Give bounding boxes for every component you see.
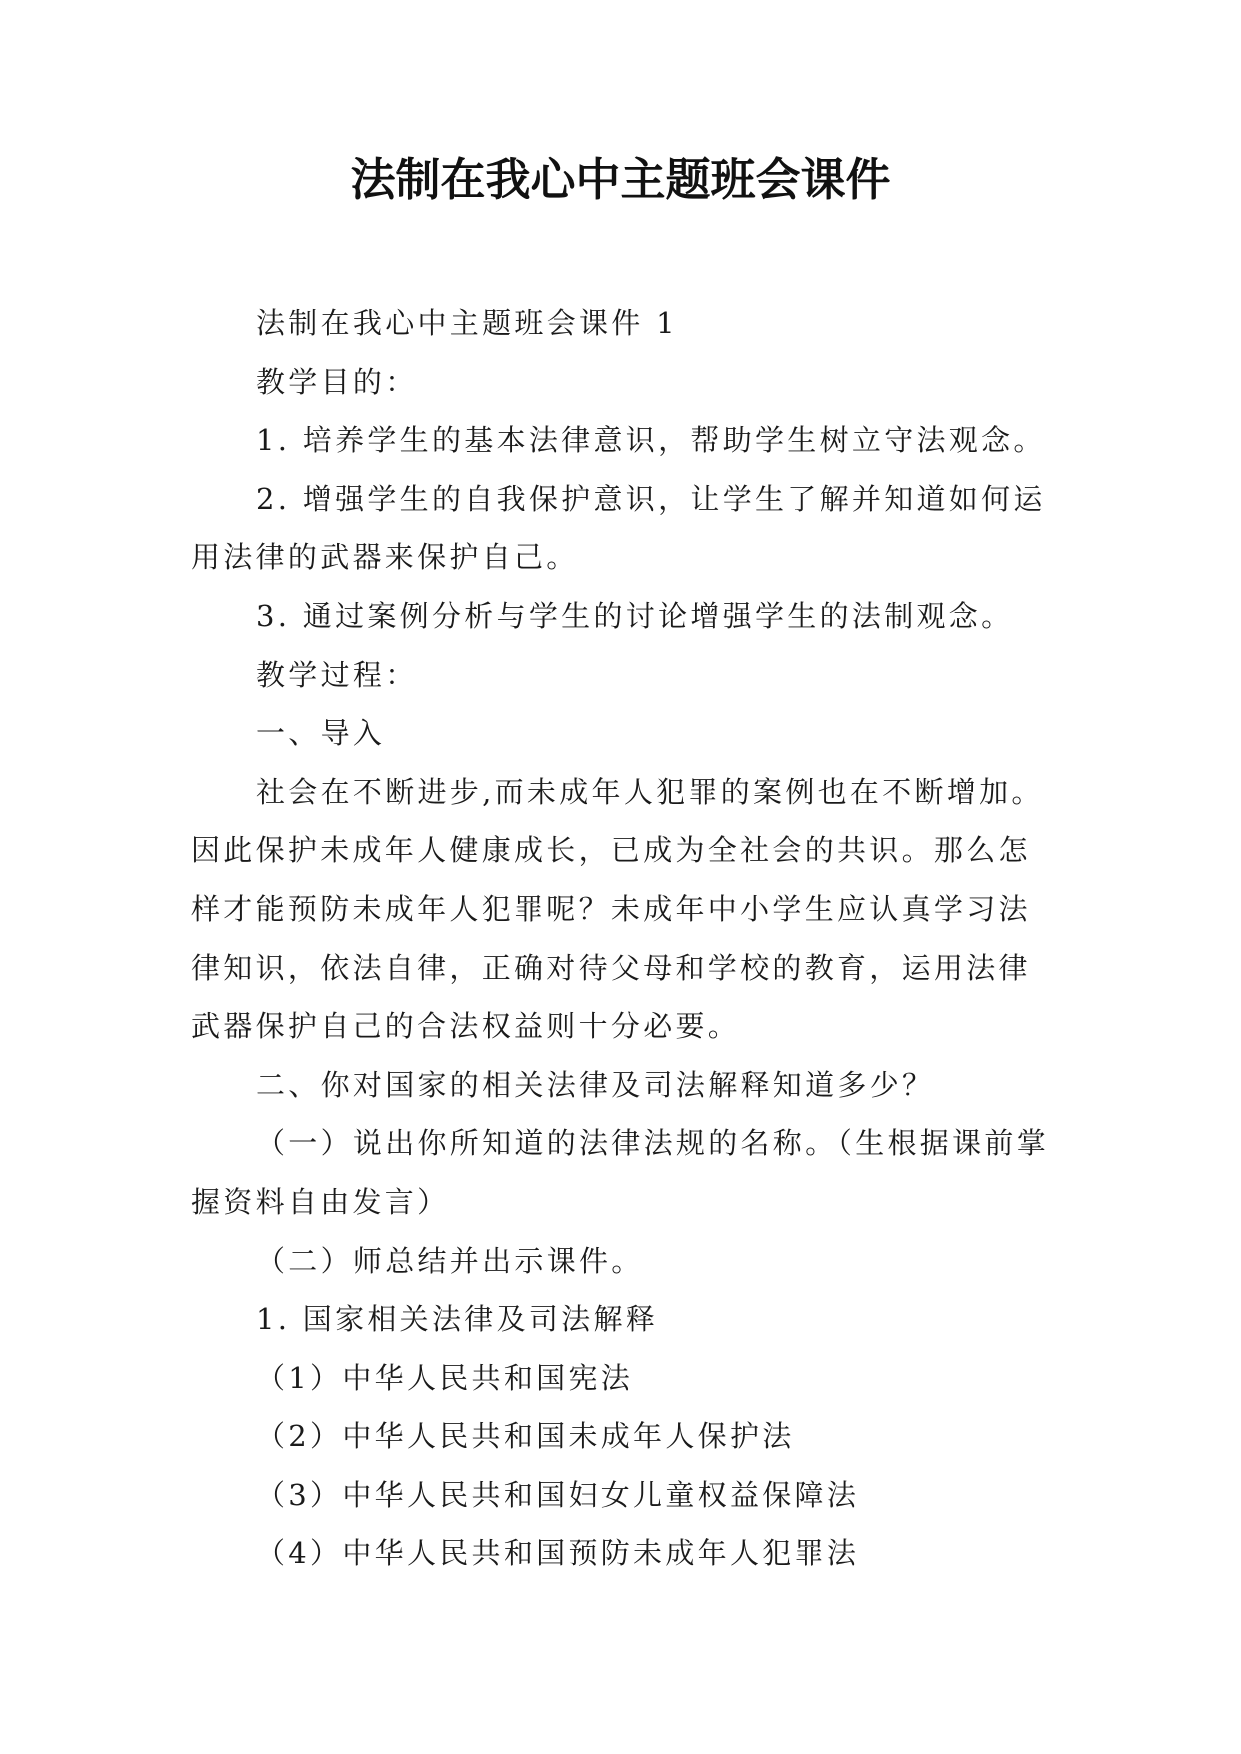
teaching-process-heading: 教学过程： xyxy=(256,657,418,692)
objective-item: 3. 通过案例分析与学生的讨论增强学生的法制观念。 xyxy=(256,598,1014,633)
introduction-heading: 一、导入 xyxy=(256,716,386,751)
discussion-item: （二）师总结并出示课件。 xyxy=(256,1243,644,1278)
discussion-item: （一）说出你所知道的法律法规的名称。（生根据课前掌握资料自由发言） xyxy=(191,1126,1050,1219)
document-body xyxy=(191,294,1061,1583)
law-list-item: （1）中华人民共和国宪法 xyxy=(256,1360,634,1395)
teaching-objectives-heading: 教学目的： xyxy=(256,364,418,399)
law-list-item: （2）中华人民共和国未成年人保护法 xyxy=(256,1419,795,1454)
objective-item: 1. 培养学生的基本法律意识，帮助学生树立守法观念。 xyxy=(256,423,1046,458)
law-list-item: （3）中华人民共和国妇女儿童权益保障法 xyxy=(256,1477,860,1512)
section-heading: 法制在我心中主题班会课件 1 xyxy=(256,306,678,340)
document-title: 法制在我心中主题班会课件 xyxy=(350,153,891,206)
law-list-item: （4）中华人民共和国预防未成年人犯罪法 xyxy=(256,1536,860,1571)
introduction-paragraph: 社会在不断进步,而未成年人犯罪的案例也在不断增加。因此保护未成年人健康成长，已成为全社会的共识。那么怎样才能预防未成年人犯罪呢？未成年中小学生应认真学习法律知识，依法自律，正确对待父母和学校的教育，运用法律武器保护自己的合法权益则十分必要。 xyxy=(191,774,1044,1044)
law-list-heading: 1. 国家相关法律及司法解释 xyxy=(256,1302,659,1337)
question-heading: 二、你对国家的相关法律及司法解释知道多少？ xyxy=(256,1067,935,1102)
objective-item: 2. 增强学生的自我保护意识，让学生了解并知道如何运用法律的武器来保护自己。 xyxy=(191,481,1046,575)
